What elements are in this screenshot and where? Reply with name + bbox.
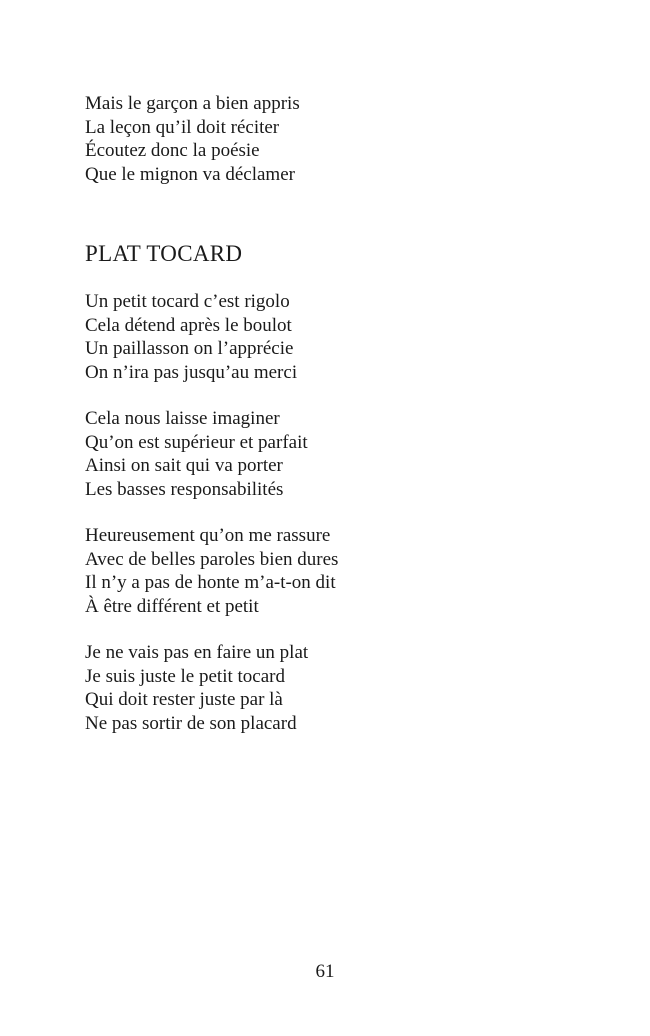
intro-stanza — [85, 92, 565, 186]
poem-body — [85, 290, 565, 735]
verse-line: La leçon qu’il doit réciter — [85, 116, 280, 138]
verse-line: Cela nous laisse imaginer — [85, 408, 280, 429]
stanza-1 — [85, 290, 565, 384]
page-number: 61 — [315, 961, 335, 982]
verse-line: Il n’y a pas de honte m’a-t-on dit — [85, 572, 336, 593]
stanza — [85, 92, 565, 186]
verse-line: À être différent et petit — [85, 595, 259, 617]
verse-line: Mais le garçon a bien appris — [85, 93, 300, 114]
verse-line: Un paillasson on l’apprécie — [85, 338, 294, 359]
verse-line: Je suis juste le petit tocard — [85, 665, 285, 687]
verse-line: Ne pas sortir de son placard — [85, 712, 297, 734]
verse-line: Qui doit rester juste par là — [85, 689, 283, 710]
verse-line: Écoutez donc la poésie — [85, 140, 260, 161]
poem-title: PLAT TOCARD — [85, 241, 243, 266]
verse-line: On n’ira pas jusqu’au merci — [85, 361, 298, 383]
verse-line: Qu’on est supérieur et parfait — [85, 431, 308, 453]
verse-line: Je ne vais pas en faire un plat — [85, 642, 309, 663]
verse-line: Les basses responsabilités — [85, 478, 284, 500]
verse-line: Heureusement qu’on me rassure — [85, 525, 331, 546]
verse-line: Avec de belles paroles bien dures — [85, 548, 339, 570]
verse-line: Un petit tocard c’est rigolo — [85, 291, 290, 312]
verse-line: Que le mignon va déclamer — [85, 163, 295, 185]
stanza-4 — [85, 641, 565, 735]
stanza-3 — [85, 524, 565, 618]
verse-line: Ainsi on sait qui va porter — [85, 455, 283, 476]
verse-line: Cela détend après le boulot — [85, 314, 292, 336]
stanza-2 — [85, 407, 565, 501]
